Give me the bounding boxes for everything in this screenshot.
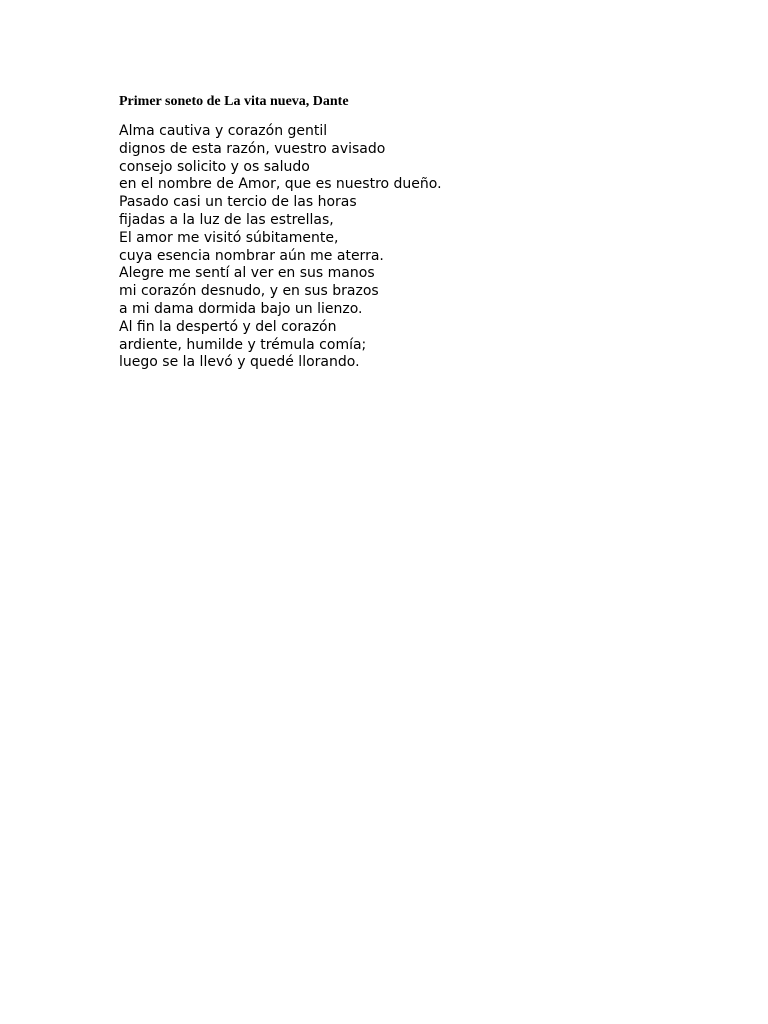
poem-line: luego se la llevó y quedé llorando.: [119, 354, 360, 371]
poem-body: [119, 123, 442, 372]
document-title: Primer soneto de La vita nueva, Dante: [119, 94, 349, 109]
poem-line: Alegre me sentí al ver en sus manos: [119, 265, 375, 282]
poem-line: fijadas a la luz de las estrellas,: [119, 211, 334, 228]
poem-line: en el nombre de Amor, que es nuestro dueño.: [119, 176, 442, 193]
poem-line: consejo solicito y os saludo: [119, 158, 310, 175]
poem-line: a mi dama dormida bajo un lienzo.: [119, 300, 363, 317]
poem-line: Alma cautiva y corazón gentil: [119, 123, 328, 139]
poem-line: cuya esencia nombrar aún me aterra.: [119, 247, 384, 264]
poem-line: dignos de esta razón, vuestro avisado: [119, 140, 386, 157]
poem-line: mi corazón desnudo, y en sus brazos: [119, 283, 379, 300]
poem-line: Al fin la despertó y del corazón: [119, 318, 337, 335]
poem-line: ardiente, humilde y trémula comía;: [119, 336, 367, 353]
poem-line: Pasado casi un tercio de las horas: [119, 194, 357, 211]
poem-line: El amor me visitó súbitamente,: [119, 229, 339, 246]
